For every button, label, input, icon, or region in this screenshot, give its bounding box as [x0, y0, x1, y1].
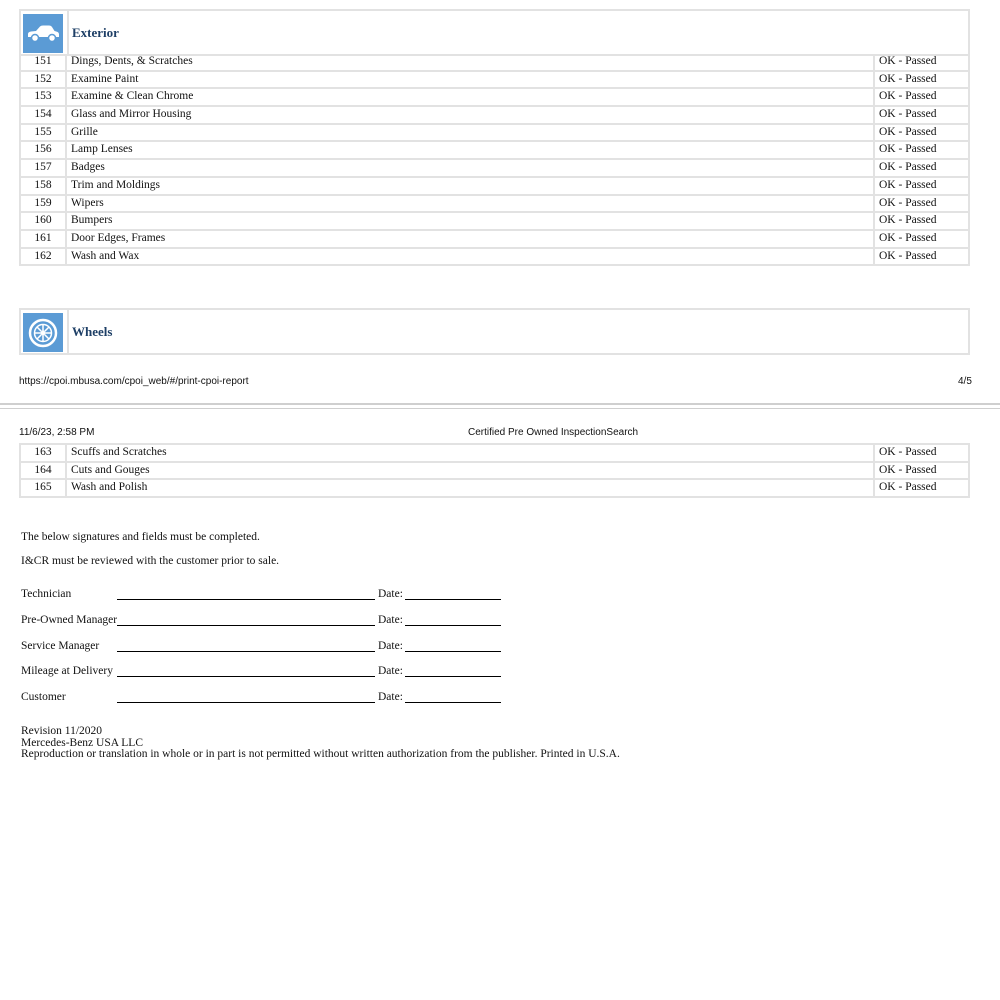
row-result: OK - Passed — [873, 54, 968, 70]
print-datetime: 11/6/23, 2:58 PM — [19, 427, 95, 438]
notice-line-2: I&CR must be reviewed with the customer prior to sale. — [21, 555, 280, 567]
row-item: Badges — [71, 161, 105, 174]
row-number: 158 — [21, 178, 67, 194]
row-result: OK - Passed — [873, 480, 968, 496]
table-row — [21, 54, 968, 72]
document-footer — [21, 726, 620, 761]
signature-row — [21, 588, 521, 604]
signature-line[interactable] — [117, 702, 375, 703]
row-item: Examine & Clean Chrome — [71, 90, 194, 103]
table-row — [21, 89, 968, 107]
notice-line-1: The below signatures and fields must be completed. — [21, 531, 260, 543]
copyright-text: Reproduction or translation in whole or in part is not permitted without written authorization from the publisher. Printed in U.S.A. — [21, 748, 620, 760]
signature-row — [21, 640, 521, 656]
table-row — [21, 480, 968, 498]
table-row — [21, 445, 968, 463]
row-result: OK - Passed — [873, 72, 968, 88]
row-number: 161 — [21, 231, 67, 247]
date-line[interactable] — [405, 651, 501, 652]
row-result: OK - Passed — [873, 107, 968, 123]
table-row — [21, 196, 968, 214]
table-row — [21, 72, 968, 90]
row-item: Wipers — [71, 196, 104, 209]
row-item: Cuts and Gouges — [71, 463, 150, 476]
row-item: Bumpers — [71, 214, 113, 227]
page-separator-lower — [0, 408, 1000, 409]
exterior-title: Exterior — [72, 25, 119, 40]
page-separator — [0, 403, 1000, 405]
row-result: OK - Passed — [873, 89, 968, 105]
row-result: OK - Passed — [873, 125, 968, 141]
row-number: 157 — [21, 160, 67, 176]
date-line[interactable] — [405, 599, 501, 600]
row-number: 155 — [21, 125, 67, 141]
table-row — [21, 178, 968, 196]
signature-row — [21, 665, 521, 681]
wheels-title: Wheels — [72, 324, 113, 339]
row-number: 160 — [21, 213, 67, 229]
signature-row — [21, 614, 521, 630]
row-result: OK - Passed — [873, 142, 968, 158]
date-line[interactable] — [405, 676, 501, 677]
row-item: Grille — [71, 125, 98, 138]
row-item: Trim and Moldings — [71, 178, 161, 191]
row-number: 153 — [21, 89, 67, 105]
row-item: Glass and Mirror Housing — [71, 108, 192, 121]
signature-label: Mileage at Delivery — [21, 665, 113, 677]
row-number: 159 — [21, 196, 67, 212]
header-divider — [67, 11, 69, 54]
revision-text: Revision 11/2020 — [21, 725, 103, 737]
date-label: Date: — [378, 588, 403, 600]
row-result: OK - Passed — [873, 231, 968, 247]
header-divider — [67, 310, 69, 353]
table-row — [21, 160, 968, 178]
date-line[interactable] — [405, 702, 501, 703]
wheels-section-header — [19, 308, 970, 355]
row-item: Scuffs and Scratches — [71, 446, 167, 458]
page-number: 4/5 — [958, 376, 972, 387]
signature-line[interactable] — [117, 651, 375, 652]
signature-row — [21, 691, 521, 707]
signature-label: Service Manager — [21, 640, 100, 652]
exterior-section-header — [19, 9, 970, 56]
page-url: https://cpoi.mbusa.com/cpoi_web/#/print-cpoi-report — [19, 376, 249, 387]
row-result: OK - Passed — [873, 445, 968, 461]
row-number: 156 — [21, 142, 67, 158]
car-icon — [23, 14, 63, 53]
date-line[interactable] — [405, 625, 501, 626]
table-row — [21, 125, 968, 143]
signature-label: Customer — [21, 691, 66, 703]
row-number: 164 — [21, 463, 67, 479]
signature-line[interactable] — [117, 676, 375, 677]
table-row — [21, 231, 968, 249]
row-result: OK - Passed — [873, 178, 968, 194]
table-row — [21, 249, 968, 267]
date-label: Date: — [378, 640, 403, 652]
wheels-table — [19, 443, 970, 498]
signature-line[interactable] — [117, 625, 375, 626]
table-row — [21, 107, 968, 125]
row-number: 154 — [21, 107, 67, 123]
signature-label: Technician — [21, 588, 72, 600]
row-item: Wash and Wax — [71, 249, 140, 262]
table-row — [21, 213, 968, 231]
row-number: 151 — [21, 54, 67, 70]
signature-line[interactable] — [117, 599, 375, 600]
row-result: OK - Passed — [873, 463, 968, 479]
row-number: 162 — [21, 249, 67, 265]
row-result: OK - Passed — [873, 213, 968, 229]
row-item: Dings, Dents, & Scratches — [71, 55, 193, 67]
date-label: Date: — [378, 665, 403, 677]
row-item: Wash and Polish — [71, 481, 148, 494]
table-row — [21, 142, 968, 160]
row-result: OK - Passed — [873, 249, 968, 265]
row-number: 152 — [21, 72, 67, 88]
row-number: 165 — [21, 480, 67, 496]
print-title: Certified Pre Owned InspectionSearch — [468, 427, 639, 438]
company-text: Mercedes-Benz USA LLC — [21, 736, 143, 749]
table-row — [21, 463, 968, 481]
row-number: 163 — [21, 445, 67, 461]
date-label: Date: — [378, 614, 403, 626]
row-item: Door Edges, Frames — [71, 231, 166, 244]
exterior-table — [19, 54, 970, 266]
wheel-icon — [23, 313, 63, 352]
signature-label: Pre-Owned Manager — [21, 614, 118, 626]
row-item: Examine Paint — [71, 72, 139, 85]
date-label: Date: — [378, 691, 403, 703]
row-item: Lamp Lenses — [71, 143, 133, 156]
row-result: OK - Passed — [873, 160, 968, 176]
row-result: OK - Passed — [873, 196, 968, 212]
